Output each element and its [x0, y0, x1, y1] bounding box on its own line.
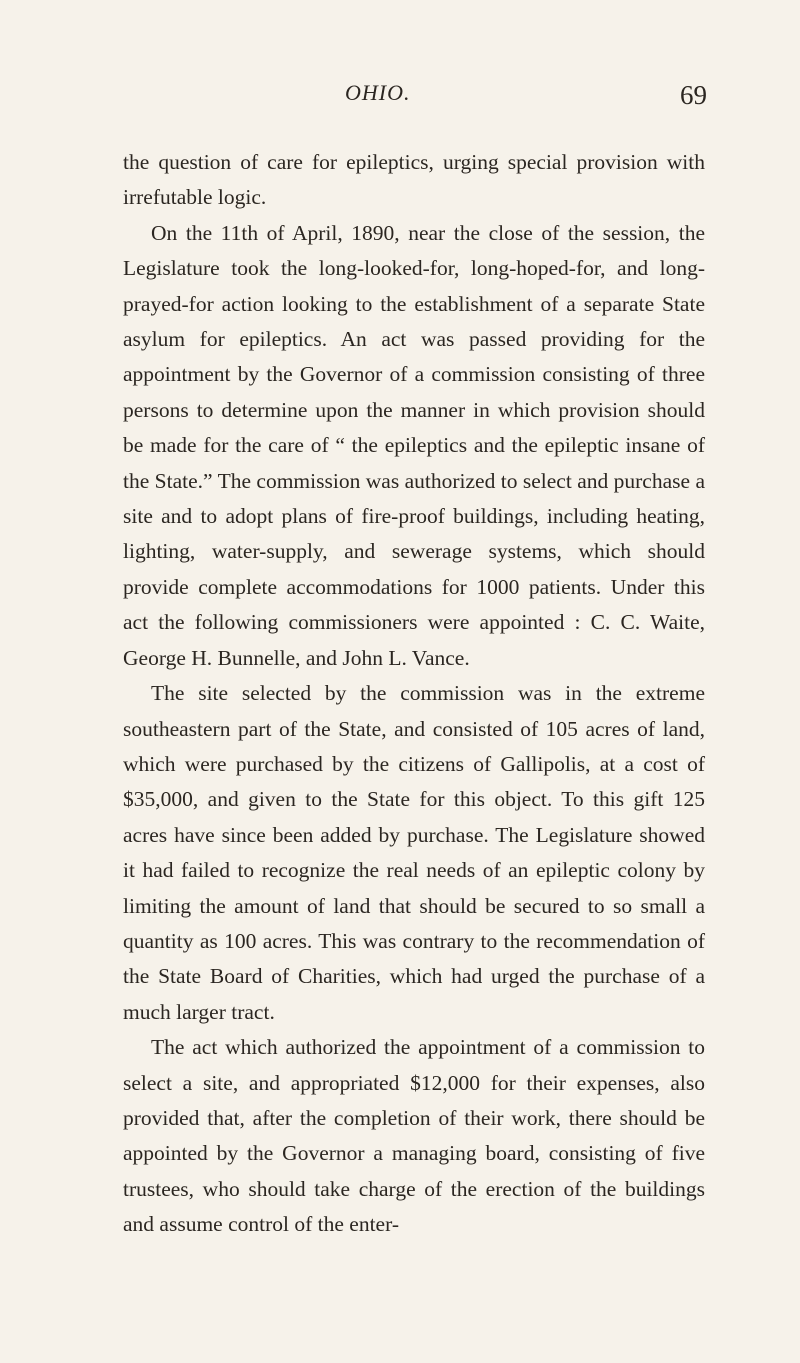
running-title: OHIO.	[345, 80, 411, 105]
running-head	[0, 80, 800, 120]
paragraph-managing-board: The act which authorized the appointment of a commission to select a site, and appropriated $12,000 for their expenses, also provided that, after the completion of their work, there should be appointed by the Governor a managing board, consisting of five trustees, who should take charge of the erection of the buildings and assume control of the enter-	[123, 1035, 705, 1237]
page-number: 69	[680, 80, 707, 110]
paragraph-site-selection: The site selected by the commission was in the extreme southeastern part of the State, and consisted of 105 acres of land, which were purchased by the citizens of Gallipolis, at a cost of $35,000, and given to the State for this object. To this gift 125 acres have since been added by purchase. The Legislature showed it had failed to recognize the real needs of an epileptic colony by limiting the amount of land that should be secured to so small a quantity as 100 acres. This was contrary to the recommendation of the State Board of Charities, which had urged the purchase of a much larger tract.	[123, 681, 705, 1024]
paragraph-legislature-act: On the 11th of April, 1890, near the close of the session, the Legislature took the long-looked-for, long-hoped-for, and long-prayed-for action looking to the establishment of a separate State asylum for epileptics. An act was passed providing for the appointment by the Governor of a commission consisting of three persons to determine upon the manner in which provision should be made for the care of “ the epileptics and the epileptic insane of the State.” The commission was authorized to select and purchase a site and to adopt plans of fire-proof buildings, including heating, lighting, water-supply, and sewerage systems, which should provide complete accommodations for 1000 patients. Under this act the following commissioners were appointed : C. C. Waite, George H. Bunnelle, and John L. Vance.	[123, 220, 705, 670]
paragraph-continued: the question of care for epileptics, urging special provision with irrefutable logic.	[123, 150, 705, 210]
body-text	[123, 145, 705, 1243]
